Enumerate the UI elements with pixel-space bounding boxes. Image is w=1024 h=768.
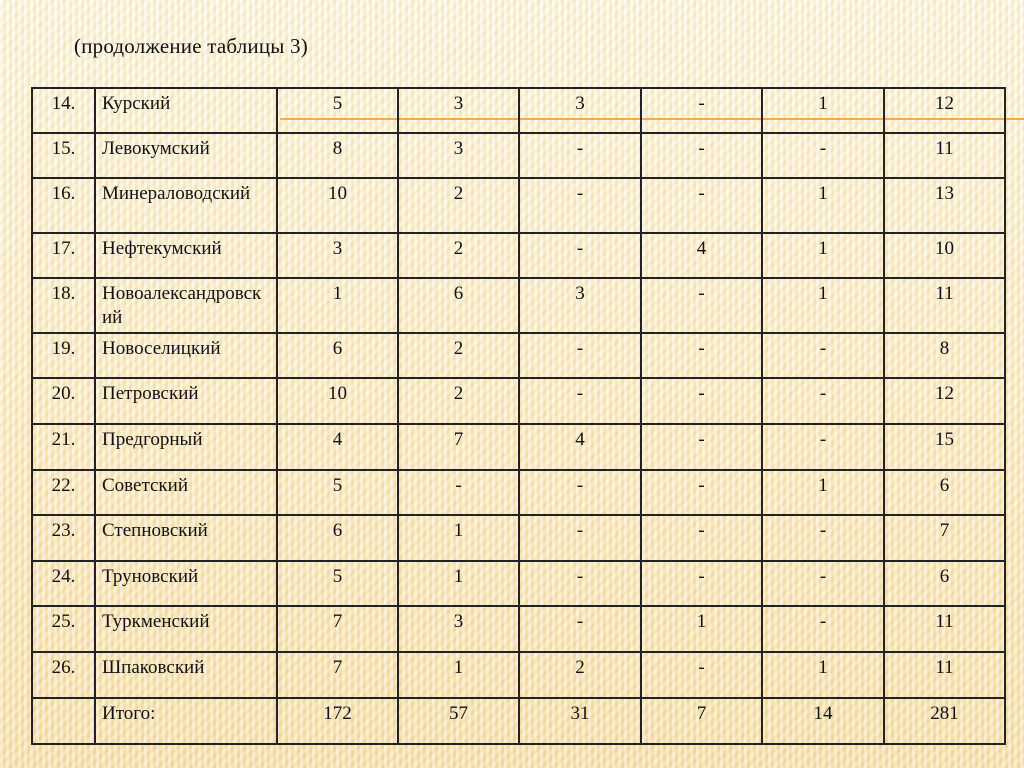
value-cell-col-4: - [641,278,762,333]
value-cell-col-4: - [641,424,762,470]
table-row [32,561,1005,606]
value-cell-col-4: - [641,133,762,178]
value-cell-col-1: 3 [277,233,398,278]
district-table [31,87,1006,745]
value-cell-col-4: - [641,378,762,424]
value-cell-col-2: 2 [398,178,519,233]
value-cell-col-5: - [762,133,884,178]
district-name: Курский [95,88,277,133]
value-cell-col-3: 3 [519,88,641,133]
value-cell-col-4: - [641,652,762,698]
value-cell-col-3: 2 [519,652,641,698]
value-cell-col-2: - [398,470,519,515]
value-cell-col-5: - [762,606,884,652]
table-row [32,424,1005,470]
row-index: 14. [32,88,95,133]
value-cell-col-3: - [519,470,641,515]
value-cell-col-2: 2 [398,378,519,424]
value-cell-col-6: 13 [884,178,1005,233]
value-cell-col-3: 31 [519,698,641,744]
value-cell-col-4: - [641,515,762,561]
value-cell-col-3: - [519,178,641,233]
value-cell-col-6: 12 [884,88,1005,133]
value-cell-col-5: 1 [762,88,884,133]
value-cell-col-1: 7 [277,652,398,698]
value-cell-col-6: 8 [884,333,1005,378]
district-name: Петровский [95,378,277,424]
value-cell-col-6: 12 [884,378,1005,424]
value-cell-col-6: 11 [884,652,1005,698]
value-cell-col-5: - [762,515,884,561]
district-name: Новоалександровский [95,278,277,333]
table-row [32,698,1005,744]
district-name: Труновский [95,561,277,606]
value-cell-col-1: 5 [277,470,398,515]
row-index: 19. [32,333,95,378]
value-cell-col-4: - [641,333,762,378]
table-row [32,515,1005,561]
value-cell-col-6: 281 [884,698,1005,744]
table-row [32,606,1005,652]
value-cell-col-4: - [641,88,762,133]
district-name: Степновский [95,515,277,561]
value-cell-col-1: 10 [277,378,398,424]
value-cell-col-5: 1 [762,233,884,278]
district-name: Туркменский [95,606,277,652]
value-cell-col-4: 1 [641,606,762,652]
value-cell-col-2: 2 [398,333,519,378]
value-cell-col-6: 6 [884,470,1005,515]
value-cell-col-1: 10 [277,178,398,233]
value-cell-col-5: - [762,333,884,378]
table-row [32,88,1005,133]
table-row [32,333,1005,378]
value-cell-col-1: 1 [277,278,398,333]
value-cell-col-2: 7 [398,424,519,470]
value-cell-col-1: 5 [277,561,398,606]
district-name: Левокумский [95,133,277,178]
table-row [32,470,1005,515]
value-cell-col-6: 7 [884,515,1005,561]
value-cell-col-2: 1 [398,652,519,698]
district-name: Новоселицкий [95,333,277,378]
value-cell-col-4: - [641,561,762,606]
value-cell-col-5: 1 [762,278,884,333]
value-cell-col-1: 172 [277,698,398,744]
value-cell-col-2: 57 [398,698,519,744]
value-cell-col-4: 4 [641,233,762,278]
row-index: 21. [32,424,95,470]
value-cell-col-1: 6 [277,333,398,378]
value-cell-col-3: - [519,333,641,378]
value-cell-col-6: 11 [884,278,1005,333]
district-name: Итого: [95,698,277,744]
row-index: 16. [32,178,95,233]
value-cell-col-6: 11 [884,133,1005,178]
value-cell-col-6: 15 [884,424,1005,470]
table-row [32,378,1005,424]
value-cell-col-2: 6 [398,278,519,333]
district-name: Минераловодский [95,178,277,233]
value-cell-col-5: - [762,424,884,470]
value-cell-col-5: 14 [762,698,884,744]
value-cell-col-5: 1 [762,652,884,698]
table-body [32,88,1005,744]
row-index: 23. [32,515,95,561]
value-cell-col-2: 2 [398,233,519,278]
value-cell-col-1: 7 [277,606,398,652]
value-cell-col-1: 8 [277,133,398,178]
value-cell-col-3: 4 [519,424,641,470]
value-cell-col-3: - [519,133,641,178]
value-cell-col-5: - [762,378,884,424]
table-row [32,133,1005,178]
row-index [32,698,95,744]
value-cell-col-2: 3 [398,606,519,652]
value-cell-col-6: 11 [884,606,1005,652]
row-index: 24. [32,561,95,606]
value-cell-col-5: 1 [762,178,884,233]
row-index: 15. [32,133,95,178]
value-cell-col-5: 1 [762,470,884,515]
value-cell-col-3: - [519,515,641,561]
value-cell-col-3: - [519,233,641,278]
row-index: 25. [32,606,95,652]
value-cell-col-2: 3 [398,88,519,133]
value-cell-col-3: - [519,606,641,652]
value-cell-col-3: 3 [519,278,641,333]
value-cell-col-6: 10 [884,233,1005,278]
row-index: 26. [32,652,95,698]
value-cell-col-4: - [641,470,762,515]
value-cell-col-1: 6 [277,515,398,561]
district-name: Нефтекумский [95,233,277,278]
value-cell-col-2: 3 [398,133,519,178]
table-row [32,652,1005,698]
value-cell-col-1: 5 [277,88,398,133]
value-cell-col-3: - [519,561,641,606]
row-index: 18. [32,278,95,333]
district-name: Шпаковский [95,652,277,698]
row-index: 22. [32,470,95,515]
district-name: Советский [95,470,277,515]
value-cell-col-3: - [519,378,641,424]
table-row [32,178,1005,233]
table-caption: (продолжение таблицы 3) [74,34,308,58]
table-row [32,278,1005,333]
value-cell-col-6: 6 [884,561,1005,606]
row-index: 20. [32,378,95,424]
value-cell-col-2: 1 [398,561,519,606]
value-cell-col-2: 1 [398,515,519,561]
value-cell-col-4: - [641,178,762,233]
district-name: Предгорный [95,424,277,470]
value-cell-col-4: 7 [641,698,762,744]
value-cell-col-1: 4 [277,424,398,470]
row-index: 17. [32,233,95,278]
value-cell-col-5: - [762,561,884,606]
table-row [32,233,1005,278]
